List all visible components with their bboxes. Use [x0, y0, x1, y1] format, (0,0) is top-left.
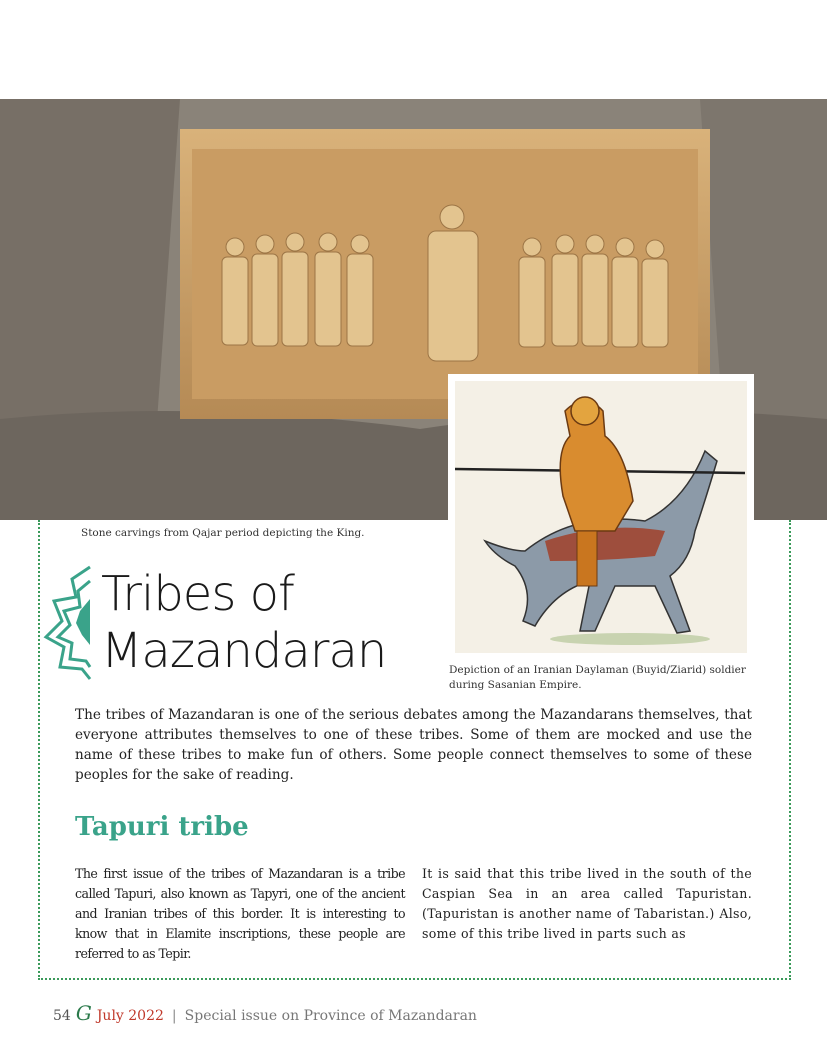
title-line-2: Mazandaran: [101, 623, 387, 679]
magazine-logo: G: [75, 1001, 92, 1025]
page-footer: [53, 1001, 477, 1025]
article-title: [101, 566, 431, 680]
issue-title: Special issue on Province of Mazandaran: [184, 1008, 477, 1024]
issue-date: July 2022: [96, 1008, 164, 1024]
intro-paragraph: The tribes of Mazandaran is one of the serious debates among the Mazandarans themselves, that everyone attributes themselves to one of these tribes. Some of them are mocked and use the name of these tribes to make fun of others. Some people connect themselves to some of these peoples for the sake of reading.: [75, 707, 752, 783]
hero-caption: Stone carvings from Qajar period depicting the King.: [81, 527, 365, 539]
horseman-illustration: [455, 381, 747, 653]
horseman-painting: [455, 381, 747, 653]
section-heading: Tapuri tribe: [75, 812, 249, 842]
title-line-1: Tribes of: [101, 566, 294, 622]
page-number: 54: [53, 1008, 71, 1024]
column-right-text: It is said that this tribe lived in the south of the Caspian Sea in an area called Tapuristan. (Tapuristan is another name of Tabaristan.) Also, some of this tribe lived in parts such as: [422, 866, 752, 941]
star-ornament-icon: [42, 563, 92, 681]
inset-illustration: [448, 374, 754, 659]
column-left-text: The first issue of the tribes of Mazandaran is a tribe called Tapuri, also known as Tapyri, one of the ancient and Iranian tribes of this border. It is interesting to know that in Elamite inscriptions, these people are referred to as Tepir.: [75, 866, 405, 961]
footer-separator: |: [171, 1008, 177, 1024]
inset-caption: Depiction of an Iranian Daylaman (Buyid/Ziarid) soldier during Sasanian Empire.: [449, 664, 746, 691]
